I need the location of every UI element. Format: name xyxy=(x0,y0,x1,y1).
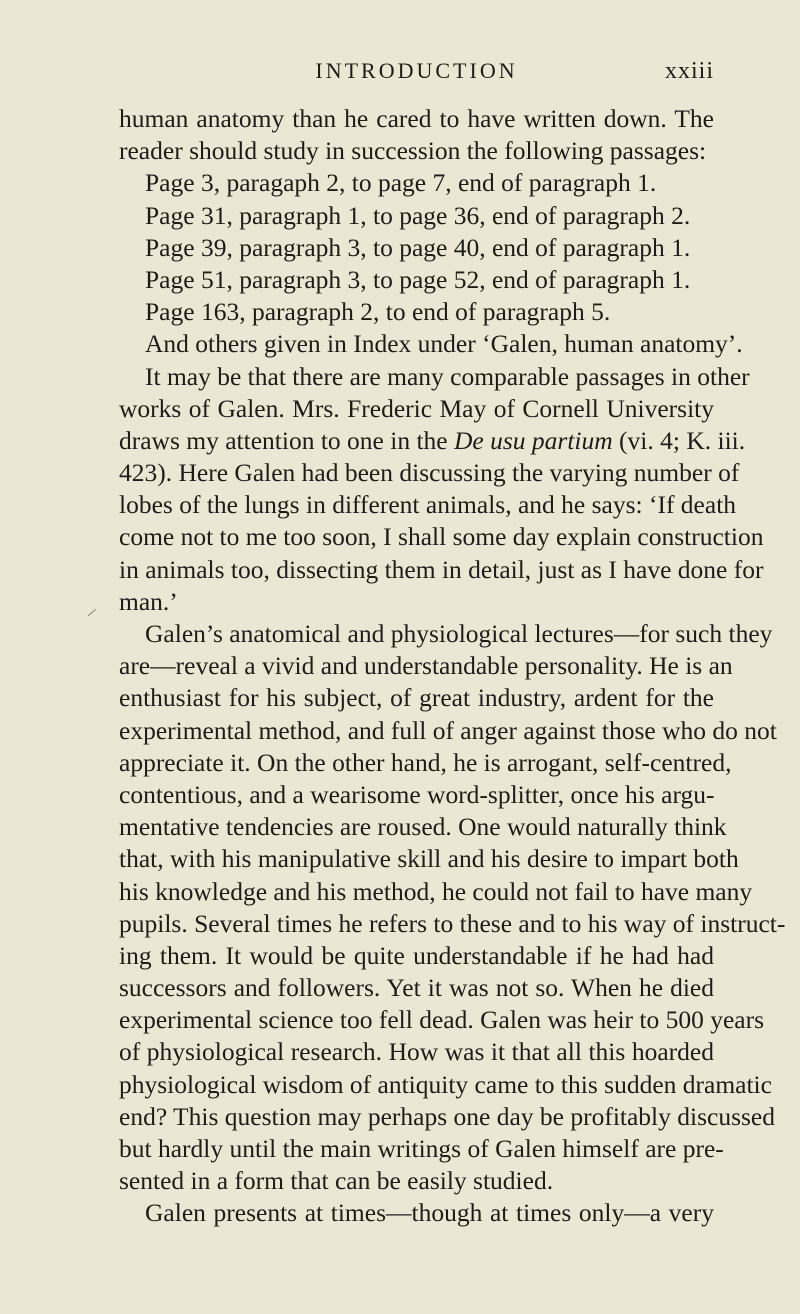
running-head xyxy=(119,58,714,88)
text-line: It may be that there are many comparable passages in other xyxy=(145,361,750,391)
text-line: successors and followers. Yet it was not so. When he died xyxy=(119,973,714,1003)
paragraph-p3 xyxy=(119,618,786,1197)
text-line: Page 39, paragraph 3, to page 40, end of paragraph 1. xyxy=(145,232,691,262)
paragraph-passages xyxy=(119,167,743,360)
text-line: contentious, and a wearisome word-splitter, once his argu- xyxy=(119,779,715,809)
text-line: end? This question may perhaps one day be profitably discussed xyxy=(119,1101,776,1131)
margin-mark xyxy=(88,609,96,616)
text-line: but hardly until the main writings of Galen himself are pre- xyxy=(119,1134,724,1163)
text-line: lobes of the lungs in different animals, and he says: ‘If death xyxy=(119,490,737,520)
text-line: ing them. It would be quite understandable if he had had xyxy=(119,940,714,970)
paragraph-p2 xyxy=(119,361,764,619)
book-title-italic: De usu partium xyxy=(453,425,613,455)
text-line: man.’ xyxy=(119,586,178,616)
page-number: xxiii xyxy=(664,58,714,84)
text-line: physiological wisdom of antiquity came to this sudden dramatic xyxy=(119,1069,772,1099)
text-line: sented in a form that can be easily studied. xyxy=(119,1166,554,1196)
text-line: are—reveal a vivid and understandable personality. He is an xyxy=(119,651,733,681)
text-line: enthusiast for his subject, of great industry, ardent for the xyxy=(119,683,714,713)
text-line: experimental method, and full of anger against those who do not xyxy=(119,715,777,745)
text-line: his knowledge and his method, he could not fail to have many xyxy=(119,876,753,906)
text-line: Galen’s anatomical and physiological lectures—for such they xyxy=(145,619,773,648)
text-line: human anatomy than he cared to have written down. The xyxy=(119,104,714,133)
text-line: And others given in Index under ‘Galen, human anatomy’. xyxy=(145,329,743,359)
paragraph-p1 xyxy=(119,103,714,167)
running-head-title: INTRODUCTION xyxy=(315,58,518,83)
text-line: experimental science too fell dead. Galen was heir to 500 years xyxy=(119,1005,765,1035)
text-line: appreciate it. On the other hand, he is arrogant, self-centred, xyxy=(119,747,732,777)
text-line: that, with his manipulative skill and his desire to impart both xyxy=(119,844,739,874)
text-line: Galen presents at times—though at times only—a very xyxy=(145,1198,714,1228)
body-text xyxy=(119,103,786,1230)
text-line: of physiological research. How was it that all this hoarded xyxy=(119,1037,714,1067)
text-line: works of Galen. Mrs. Frederic May of Cornell University xyxy=(119,393,714,423)
text-line: Page 31, paragraph 1, to page 36, end of paragraph 2. xyxy=(145,200,691,230)
text-line: draws my attention to one in the De usu partium (vi. 4; K. iii. xyxy=(119,425,746,455)
text-line: Page 163, paragraph 2, to end of paragraph 5. xyxy=(145,297,611,327)
text-line: mentative tendencies are roused. One would naturally think xyxy=(119,812,727,842)
text-line: pupils. Several times he refers to these and to his way of instruct- xyxy=(119,908,786,938)
paragraph-p4 xyxy=(119,1197,714,1229)
text-line: Page 3, paragaph 2, to page 7, end of paragraph 1. xyxy=(145,168,657,198)
text-line: reader should study in succession the following passages: xyxy=(119,136,707,166)
text-line: in animals too, dissecting them in detail, just as I have done for xyxy=(119,554,764,584)
text-line: come not to me too soon, I shall some day explain construction xyxy=(119,522,764,552)
text-line: 423). Here Galen had been discussing the varying number of xyxy=(119,458,740,488)
text-line: Page 51, paragraph 3, to page 52, end of paragraph 1. xyxy=(145,264,691,294)
